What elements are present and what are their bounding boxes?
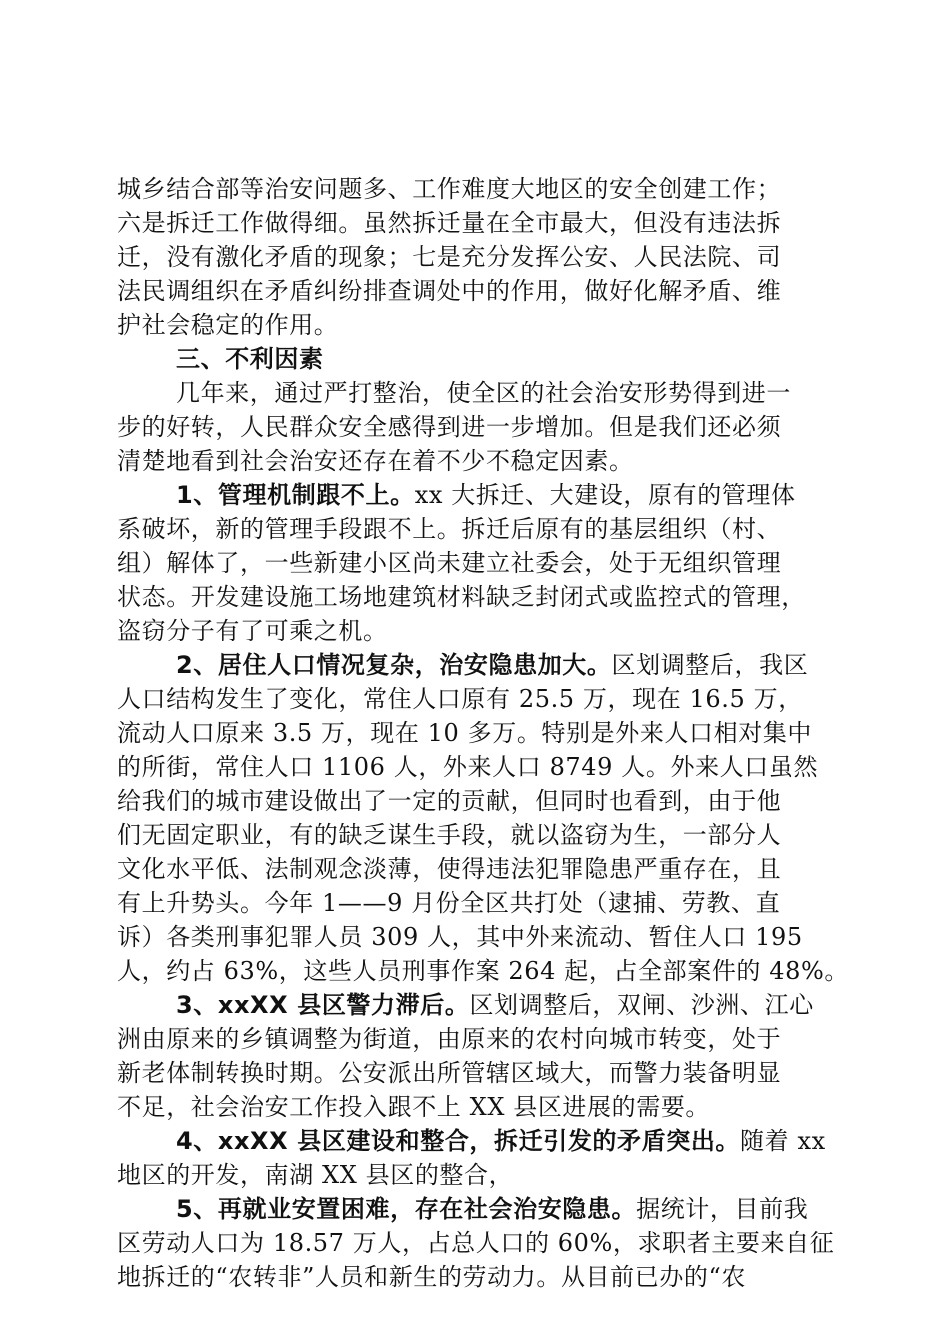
text-line: 不足，社会治安工作投入跟不上 XX 县区进展的需要。 <box>117 1093 711 1121</box>
item-3-title: 3、xxXX 县区警力滞后。 <box>176 991 470 1019</box>
text-line: 地区的开发，南湖 XX 县区的整合， <box>117 1161 514 1189</box>
item-3-text: 区划调整后，双闸、沙洲、江心 <box>469 991 814 1019</box>
text-line: 六是拆迁工作做得细。虽然拆迁量在全市最大，但没有违法拆 <box>117 209 782 237</box>
item-2-text: 区划调整后，我区 <box>611 651 809 679</box>
text-line: 几年来，通过严打整治，使全区的社会治安形势得到进一 <box>176 379 791 407</box>
item-4-text: 随着 xx <box>740 1127 826 1155</box>
text-line: 人口结构发生了变化，常住人口原有 25.5 万，现在 16.5 万， <box>117 685 803 713</box>
text-line: 人，约占 63%，这些人员刑事作案 264 起，占全部案件的 48%。 <box>117 957 850 985</box>
text-line: 洲由原来的乡镇调整为街道，由原来的农村向城市转变，处于 <box>117 1025 782 1053</box>
text-line: 迁，没有激化矛盾的现象；七是充分发挥公安、人民法院、司 <box>117 243 782 271</box>
item-5-title: 5、再就业安置困难，存在社会治安隐患。 <box>176 1195 637 1223</box>
item-2-title: 2、居住人口情况复杂，治安隐患加大。 <box>176 651 612 679</box>
text-line: 地拆迁的“农转非”人员和新生的劳动力。从目前已办的“农 <box>117 1263 747 1291</box>
item-3-first-line <box>117 988 833 1022</box>
text-line: 区劳动人口为 18.57 万人，占总人口的 60%，求职者主要来自征 <box>117 1229 835 1257</box>
text-line: 诉）各类刑事犯罪人员 309 人，其中外来流动、暂住人口 195 <box>117 923 803 951</box>
item-5-text: 据统计，目前我 <box>636 1195 809 1223</box>
item-1-first-line <box>117 478 833 512</box>
text-line: 盗窃分子有了可乘之机。 <box>117 617 388 645</box>
text-line: 护社会稳定的作用。 <box>117 311 339 339</box>
text-line: 系破坏，新的管理手段跟不上。拆迁后原有的基层组织（村、 <box>117 515 782 543</box>
text-line: 组）解体了，一些新建小区尚未建立社委会，处于无组织管理 <box>117 549 782 577</box>
section-heading: 三、不利因素 <box>176 345 324 373</box>
item-5-first-line <box>117 1192 833 1226</box>
document-page <box>117 172 850 1294</box>
text-line: 清楚地看到社会治安还存在着不少不稳定因素。 <box>117 447 634 475</box>
text-line: 文化水平低、法制观念淡薄，使得违法犯罪隐患严重存在，且 <box>117 855 782 883</box>
text-line: 的所街，常住人口 1106 人，外来人口 8749 人。外来人口虽然 <box>117 753 819 781</box>
item-4-first-line <box>117 1124 833 1158</box>
item-1-title: 1、管理机制跟不上。 <box>176 481 415 509</box>
text-line: 有上升势头。今年 1——9 月份全区共打处（逮捕、劳教、直 <box>117 889 781 917</box>
text-line: 流动人口原来 3.5 万，现在 10 多万。特别是外来人口相对集中 <box>117 719 813 747</box>
item-4-title: 4、xxXX 县区建设和整合，拆迁引发的矛盾突出。 <box>176 1127 741 1155</box>
text-line: 给我们的城市建设做出了一定的贡献，但同时也看到，由于他 <box>117 787 782 815</box>
text-line: 状态。开发建设施工场地建筑材料缺乏封闭式或监控式的管理， <box>117 583 806 611</box>
text-line: 新老体制转换时期。公安派出所管辖区域大，而警力装备明显 <box>117 1059 782 1087</box>
item-1-text: xx 大拆迁、大建设，原有的管理体 <box>414 481 796 509</box>
item-2-first-line <box>117 648 833 682</box>
text-line: 们无固定职业，有的缺乏谋生手段，就以盗窃为生，一部分人 <box>117 821 782 849</box>
text-line: 城乡结合部等治安问题多、工作难度大地区的安全创建工作； <box>117 175 782 203</box>
text-line: 步的好转，人民群众安全感得到进一步增加。但是我们还必须 <box>117 413 782 441</box>
text-line: 法民调组织在矛盾纠纷排查调处中的作用，做好化解矛盾、维 <box>117 277 782 305</box>
